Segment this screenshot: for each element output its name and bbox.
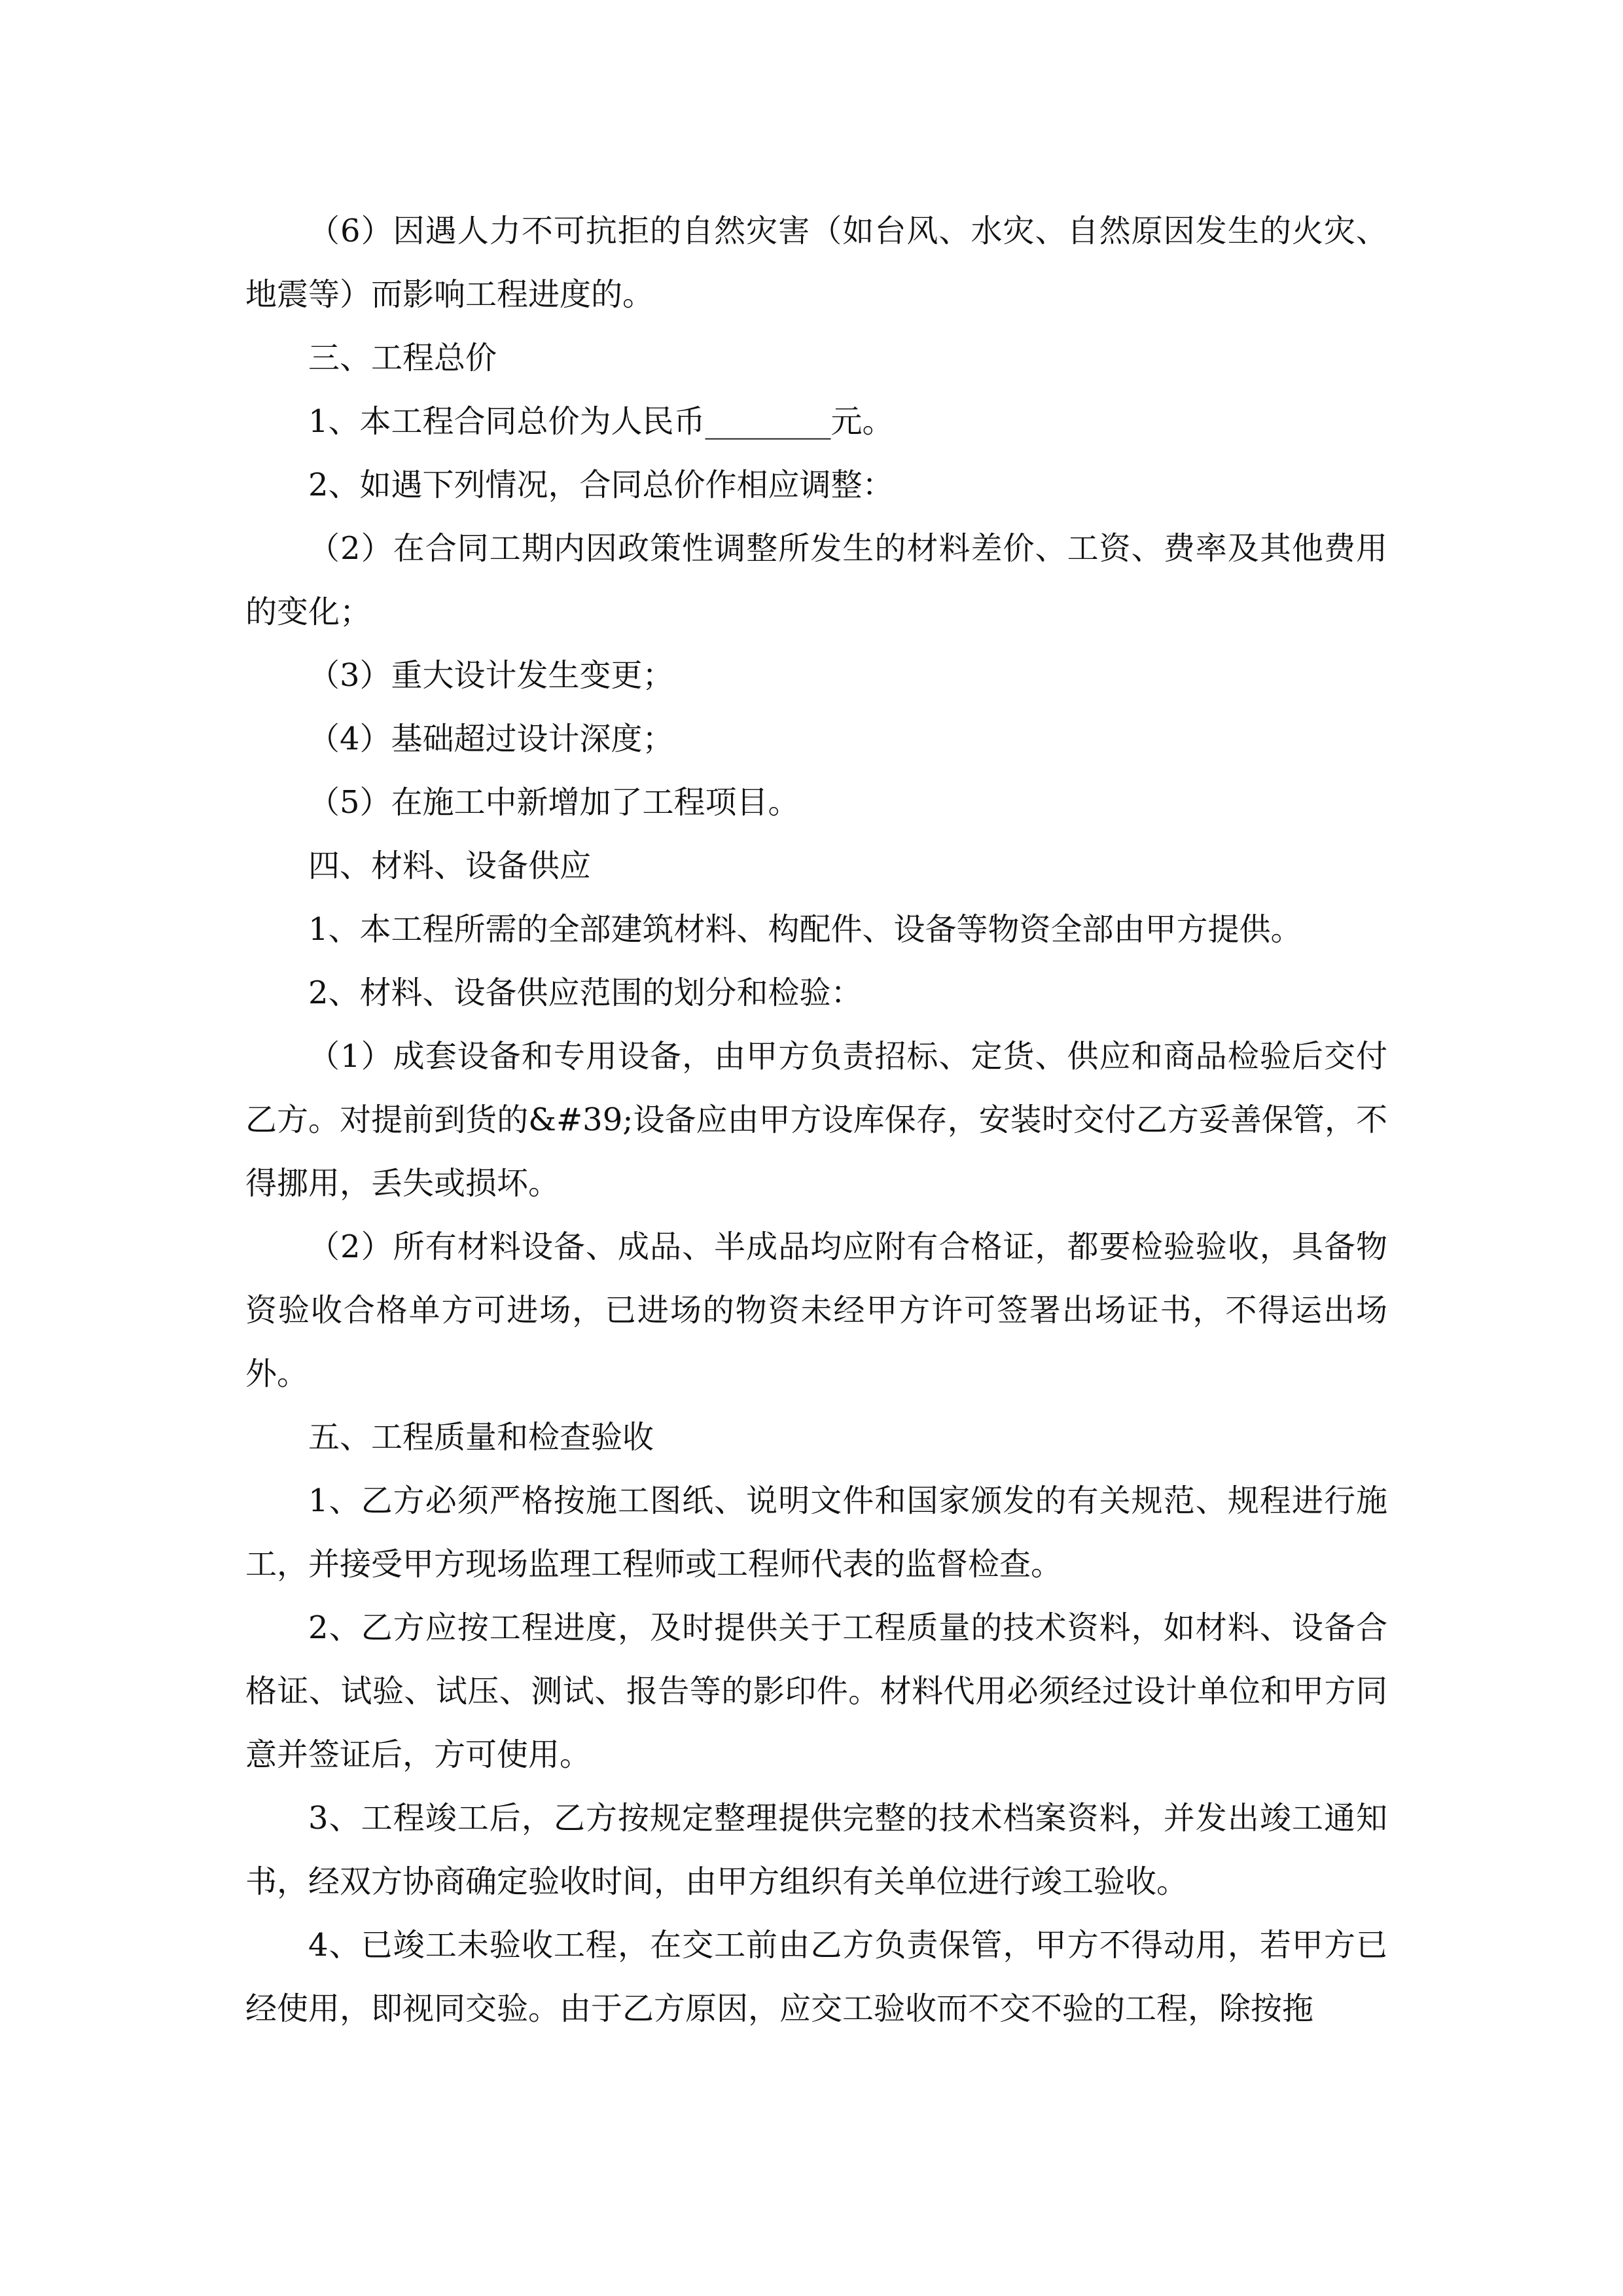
paragraph-price-adjustment-2: （2）在合同工期内因政策性调整所发生的材料差价、工资、费率及其他费用的变化； xyxy=(245,530,1387,630)
paragraph-quality-3: 3、工程竣工后，乙方按规定整理提供完整的技术档案资料，并发出竣工通知书，经双方协商确定验收时间，由甲方组织有关单位进行竣工验收。 xyxy=(245,1800,1387,1900)
paragraph-price-adjustment-intro: 2、如遇下列情况，合同总价作相应调整： xyxy=(308,467,894,503)
paragraph-total-price-amount: 1、本工程合同总价为人民币________元。 xyxy=(308,403,894,440)
heading-section-4-materials: 四、材料、设备供应 xyxy=(308,848,592,884)
heading-section-3-total-price: 三、工程总价 xyxy=(308,340,497,376)
paragraph-materials-supply-2-1: （1）成套设备和专用设备，由甲方负责招标、定货、供应和商品检验后交付乙方。对提前到货的&#39;设备应由甲方设库保存，安装时交付乙方妥善保管，不得挪用，丢失或损坏。 xyxy=(245,1038,1387,1202)
paragraph-price-adjustment-5: （5）在施工中新增加了工程项目。 xyxy=(308,784,800,821)
paragraph-force-majeure-6: （6）因遇人力不可抗拒的自然灾害（如台风、水灾、自然原因发生的火灾、地震等）而影响工程进度的。 xyxy=(245,213,1387,313)
paragraph-materials-supply-2: 2、材料、设备供应范围的划分和检验： xyxy=(308,975,863,1011)
paragraph-quality-4: 4、已竣工未验收工程，在交工前由乙方负责保管，甲方不得动用，若甲方已经使用，即视同交验。由于乙方原因，应交工验收而不交不验的工程，除按拖 xyxy=(245,1927,1387,2027)
document-body xyxy=(245,200,1387,2041)
paragraph-price-adjustment-4: （4）基础超过设计深度； xyxy=(308,721,674,757)
paragraph-price-adjustment-3: （3）重大设计发生变更； xyxy=(308,657,674,694)
paragraph-quality-1: 1、乙方必须严格按施工图纸、说明文件和国家颁发的有关规范、规程进行施工，并接受甲方现场监理工程师或工程师代表的监督检查。 xyxy=(245,1482,1387,1583)
paragraph-materials-supply-1: 1、本工程所需的全部建筑材料、构配件、设备等物资全部由甲方提供。 xyxy=(308,911,1302,948)
paragraph-quality-2: 2、乙方应按工程进度，及时提供关于工程质量的技术资料，如材料、设备合格证、试验、试压、测试、报告等的影印件。材料代用必须经过设计单位和甲方同意并签证后，方可使用。 xyxy=(245,1609,1387,1773)
heading-section-5-quality: 五、工程质量和检查验收 xyxy=(308,1419,654,1456)
paragraph-materials-supply-2-2: （2）所有材料设备、成品、半成品均应附有合格证，都要检验验收，具备物资验收合格单方可进场，已进场的物资未经甲方许可签署出场证书，不得运出场外。 xyxy=(245,1229,1387,1392)
